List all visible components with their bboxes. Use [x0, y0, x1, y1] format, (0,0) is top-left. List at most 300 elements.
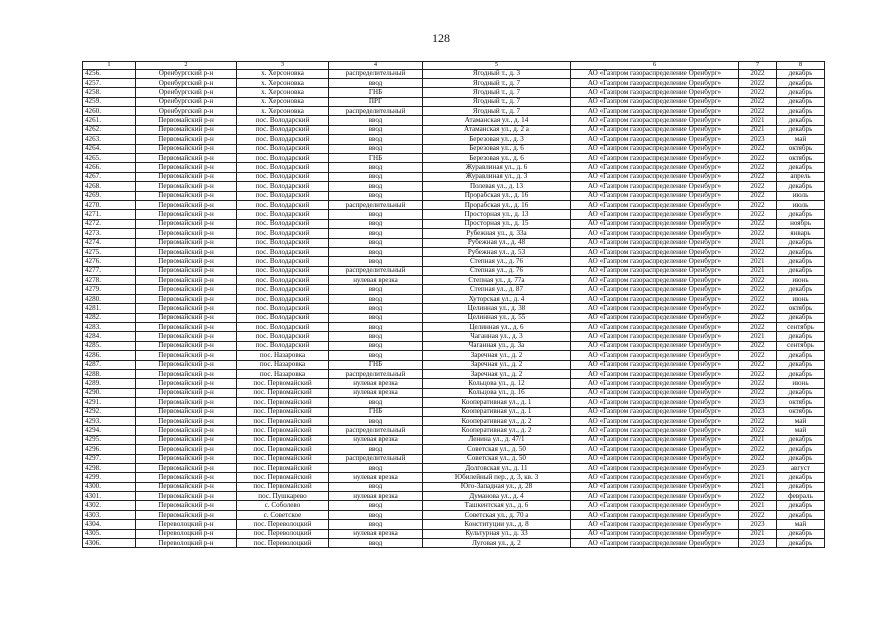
cell-settlement: пос. Володарский	[237, 247, 329, 256]
cell-work-type: ввод	[329, 135, 423, 144]
cell-address: Кооперативная ул., д. 1	[423, 398, 571, 407]
cell-district: Первомайский р-н	[136, 341, 237, 350]
cell-month: сентябрь	[777, 323, 825, 332]
cell-settlement: х. Херсоновка	[237, 78, 329, 87]
cell-year: 2021	[739, 257, 777, 266]
cell-work-type: ввод	[329, 463, 423, 472]
cell-settlement: пос. Первомайский	[237, 407, 329, 416]
header-cell-1: 1	[83, 62, 136, 70]
cell-address: Думанова ул., д. 4	[423, 492, 571, 501]
cell-district: Первомайский р-н	[136, 501, 237, 510]
cell-year: 2022	[739, 304, 777, 313]
header-cell-4: 4	[329, 62, 423, 70]
cell-row-number: 4268.	[83, 182, 136, 191]
cell-month: декабрь	[777, 238, 825, 247]
cell-address: Кооперативная ул., д. 2	[423, 416, 571, 425]
page-number: 128	[432, 31, 450, 45]
cell-organization: АО «Газпром газораспределение Оренбург»	[571, 276, 739, 285]
cell-row-number: 4267.	[83, 172, 136, 181]
cell-year: 2022	[739, 144, 777, 153]
cell-settlement: пос. Первомайский	[237, 388, 329, 397]
cell-settlement: пос. Назаровка	[237, 370, 329, 379]
cell-year: 2022	[739, 313, 777, 322]
table-row	[83, 182, 825, 191]
table-row	[83, 191, 825, 200]
cell-settlement: пос. Володарский	[237, 229, 329, 238]
cell-row-number: 4261.	[83, 116, 136, 125]
cell-organization: АО «Газпром газораспределение Оренбург»	[571, 191, 739, 200]
cell-address: Березовая ул., д. 6	[423, 154, 571, 163]
cell-year: 2021	[739, 529, 777, 538]
cell-settlement: пос. Володарский	[237, 257, 329, 266]
cell-year: 2022	[739, 163, 777, 172]
cell-work-type: ввод	[329, 257, 423, 266]
cell-work-type: ввод	[329, 332, 423, 341]
cell-address: Просторная ул., д. 15	[423, 219, 571, 228]
cell-address: Рубежная ул., д. 33а	[423, 229, 571, 238]
cell-month: июнь	[777, 379, 825, 388]
cell-address: Ягодный т., д. 7	[423, 78, 571, 87]
table-row	[83, 247, 825, 256]
cell-month: декабрь	[777, 501, 825, 510]
cell-row-number: 4280.	[83, 294, 136, 303]
header-cell-5: 5	[423, 62, 571, 70]
cell-district: Первомайский р-н	[136, 435, 237, 444]
cell-organization: АО «Газпром газораспределение Оренбург»	[571, 97, 739, 106]
cell-settlement: пос. Володарский	[237, 116, 329, 125]
cell-district: Первомайский р-н	[136, 210, 237, 219]
cell-work-type: ввод	[329, 219, 423, 228]
cell-district: Оренбургский р-н	[136, 97, 237, 106]
cell-address: Целинная ул., д. 55	[423, 313, 571, 322]
cell-row-number: 4296.	[83, 445, 136, 454]
cell-organization: АО «Газпром газораспределение Оренбург»	[571, 238, 739, 247]
cell-year: 2022	[739, 97, 777, 106]
cell-organization: АО «Газпром газораспределение Оренбург»	[571, 360, 739, 369]
cell-year: 2023	[739, 520, 777, 529]
cell-month: декабрь	[777, 351, 825, 360]
cell-district: Первомайский р-н	[136, 313, 237, 322]
cell-month: май	[777, 426, 825, 435]
cell-settlement: пос. Володарский	[237, 332, 329, 341]
cell-settlement: пос. Володарский	[237, 144, 329, 153]
cell-work-type: ГНБ	[329, 154, 423, 163]
cell-year: 2022	[739, 88, 777, 97]
table-row	[83, 285, 825, 294]
cell-organization: АО «Газпром газораспределение Оренбург»	[571, 435, 739, 444]
cell-address: Советская ул., д. 50	[423, 445, 571, 454]
header-cell-2: 2	[136, 62, 237, 70]
table-row	[83, 463, 825, 472]
table-row	[83, 482, 825, 491]
cell-row-number: 4286.	[83, 351, 136, 360]
cell-work-type: ввод	[329, 341, 423, 350]
table-row	[83, 210, 825, 219]
cell-settlement: пос. Назаровка	[237, 360, 329, 369]
cell-settlement: пос. Володарский	[237, 191, 329, 200]
table-row	[83, 276, 825, 285]
table-row	[83, 435, 825, 444]
cell-row-number: 4298.	[83, 463, 136, 472]
cell-month: декабрь	[777, 435, 825, 444]
cell-district: Первомайский р-н	[136, 247, 237, 256]
cell-row-number: 4291.	[83, 398, 136, 407]
cell-month: декабрь	[777, 360, 825, 369]
cell-address: Юго-Западная ул., д. 28	[423, 482, 571, 491]
cell-row-number: 4259.	[83, 97, 136, 106]
cell-organization: АО «Газпром газораспределение Оренбург»	[571, 172, 739, 181]
table-row	[83, 454, 825, 463]
table-row	[83, 529, 825, 538]
cell-address: Журавлиная ул., д. 6	[423, 163, 571, 172]
cell-address: Культурная ул., д. 33	[423, 529, 571, 538]
cell-district: Первомайский р-н	[136, 416, 237, 425]
cell-organization: АО «Газпром газораспределение Оренбург»	[571, 116, 739, 125]
cell-work-type: нулевая врезка	[329, 388, 423, 397]
cell-address: Березовая ул., д. 3	[423, 135, 571, 144]
cell-work-type: ввод	[329, 229, 423, 238]
cell-organization: АО «Газпром газораспределение Оренбург»	[571, 407, 739, 416]
cell-row-number: 4278.	[83, 276, 136, 285]
cell-work-type: ввод	[329, 520, 423, 529]
cell-organization: АО «Газпром газораспределение Оренбург»	[571, 266, 739, 275]
cell-year: 2023	[739, 539, 777, 548]
cell-address: Журавлиная ул., д. 3	[423, 172, 571, 181]
cell-address: Заречная ул., д. 2	[423, 370, 571, 379]
cell-row-number: 4256.	[83, 69, 136, 78]
cell-address: Прорабская ул., д. 16	[423, 191, 571, 200]
cell-work-type: ввод	[329, 510, 423, 519]
cell-row-number: 4279.	[83, 285, 136, 294]
cell-year: 2022	[739, 191, 777, 200]
cell-address: Кольцова ул., д. 16	[423, 388, 571, 397]
cell-district: Первомайский р-н	[136, 304, 237, 313]
cell-row-number: 4269.	[83, 191, 136, 200]
cell-month: декабрь	[777, 78, 825, 87]
cell-settlement: пос. Переволоцкий	[237, 529, 329, 538]
cell-row-number: 4300.	[83, 482, 136, 491]
cell-work-type: ввод	[329, 294, 423, 303]
cell-row-number: 4263.	[83, 135, 136, 144]
cell-organization: АО «Газпром газораспределение Оренбург»	[571, 210, 739, 219]
table-row	[83, 88, 825, 97]
cell-month: декабрь	[777, 247, 825, 256]
cell-month: октябрь	[777, 304, 825, 313]
cell-row-number: 4258.	[83, 88, 136, 97]
cell-settlement: пос. Володарский	[237, 304, 329, 313]
table-row	[83, 473, 825, 482]
cell-district: Переволоцкий р-н	[136, 539, 237, 548]
cell-district: Первомайский р-н	[136, 294, 237, 303]
table-row	[83, 135, 825, 144]
table-row	[83, 416, 825, 425]
cell-work-type: ГНБ	[329, 407, 423, 416]
cell-month: апрель	[777, 172, 825, 181]
cell-address: Целинная ул., д. 6	[423, 323, 571, 332]
cell-month: декабрь	[777, 445, 825, 454]
cell-row-number: 4265.	[83, 154, 136, 163]
cell-district: Первомайский р-н	[136, 144, 237, 153]
cell-work-type: нулевая врезка	[329, 276, 423, 285]
table-row	[83, 351, 825, 360]
cell-year: 2021	[739, 116, 777, 125]
cell-month: декабрь	[777, 529, 825, 538]
table-row	[83, 172, 825, 181]
cell-year: 2022	[739, 78, 777, 87]
cell-organization: АО «Газпром газораспределение Оренбург»	[571, 182, 739, 191]
cell-settlement: пос. Переволоцкий	[237, 520, 329, 529]
gasification-table	[82, 61, 825, 548]
cell-row-number: 4292.	[83, 407, 136, 416]
cell-work-type: ввод	[329, 163, 423, 172]
cell-month: июль	[777, 191, 825, 200]
cell-district: Первомайский р-н	[136, 182, 237, 191]
cell-address: Березовая ул., д. 6	[423, 144, 571, 153]
cell-month: октябрь	[777, 407, 825, 416]
cell-settlement: пос. Володарский	[237, 125, 329, 134]
cell-address: Степная ул., д. 76	[423, 257, 571, 266]
cell-year: 2022	[739, 229, 777, 238]
cell-month: май	[777, 416, 825, 425]
cell-address: Полевая ул., д. 13	[423, 182, 571, 191]
cell-month: декабрь	[777, 510, 825, 519]
cell-row-number: 4299.	[83, 473, 136, 482]
cell-year: 2022	[739, 219, 777, 228]
cell-work-type: ввод	[329, 238, 423, 247]
table-row	[83, 388, 825, 397]
cell-district: Первомайский р-н	[136, 116, 237, 125]
cell-address: Атаманская ул., д. 14	[423, 116, 571, 125]
cell-organization: АО «Газпром газораспределение Оренбург»	[571, 219, 739, 228]
cell-district: Первомайский р-н	[136, 370, 237, 379]
cell-year: 2022	[739, 172, 777, 181]
cell-settlement: пос. Володарский	[237, 154, 329, 163]
cell-year: 2021	[739, 435, 777, 444]
cell-month: октябрь	[777, 398, 825, 407]
table-row	[83, 304, 825, 313]
cell-settlement: пос. Володарский	[237, 172, 329, 181]
cell-year: 2022	[739, 294, 777, 303]
table-row	[83, 360, 825, 369]
cell-settlement: пос. Первомайский	[237, 454, 329, 463]
cell-organization: АО «Газпром газораспределение Оренбург»	[571, 323, 739, 332]
table-row	[83, 539, 825, 548]
cell-row-number: 4257.	[83, 78, 136, 87]
cell-organization: АО «Газпром газораспределение Оренбург»	[571, 313, 739, 322]
cell-month: ноябрь	[777, 219, 825, 228]
table-row	[83, 266, 825, 275]
cell-organization: АО «Газпром газораспределение Оренбург»	[571, 285, 739, 294]
cell-work-type: ввод	[329, 539, 423, 548]
cell-district: Первомайский р-н	[136, 388, 237, 397]
table-row	[83, 229, 825, 238]
cell-year: 2022	[739, 210, 777, 219]
cell-district: Первомайский р-н	[136, 426, 237, 435]
table-row	[83, 238, 825, 247]
table-row	[83, 323, 825, 332]
cell-year: 2022	[739, 285, 777, 294]
cell-address: Ленина ул., д. 47/1	[423, 435, 571, 444]
cell-year: 2022	[739, 154, 777, 163]
table-header-row	[83, 62, 825, 70]
cell-district: Оренбургский р-н	[136, 107, 237, 116]
cell-year: 2022	[739, 323, 777, 332]
cell-organization: АО «Газпром газораспределение Оренбург»	[571, 154, 739, 163]
cell-district: Первомайский р-н	[136, 492, 237, 501]
cell-year: 2022	[739, 351, 777, 360]
cell-month: май	[777, 520, 825, 529]
header-cell-8: 8	[777, 62, 825, 70]
cell-month: июль	[777, 200, 825, 209]
cell-settlement: пос. Володарский	[237, 276, 329, 285]
cell-row-number: 4301.	[83, 492, 136, 501]
cell-district: Первомайский р-н	[136, 276, 237, 285]
cell-month: декабрь	[777, 388, 825, 397]
table-row	[83, 426, 825, 435]
cell-settlement: пос. Первомайский	[237, 416, 329, 425]
cell-organization: АО «Газпром газораспределение Оренбург»	[571, 257, 739, 266]
cell-address: Ягодный т., д. 7	[423, 107, 571, 116]
cell-district: Первомайский р-н	[136, 332, 237, 341]
cell-month: декабрь	[777, 107, 825, 116]
table-row	[83, 125, 825, 134]
cell-settlement: х. Херсоновка	[237, 107, 329, 116]
cell-row-number: 4306.	[83, 539, 136, 548]
cell-organization: АО «Газпром газораспределение Оренбург»	[571, 454, 739, 463]
cell-settlement: пос. Первомайский	[237, 463, 329, 472]
cell-row-number: 4262.	[83, 125, 136, 134]
cell-district: Первомайский р-н	[136, 172, 237, 181]
cell-month: декабрь	[777, 125, 825, 134]
cell-work-type: ввод	[329, 398, 423, 407]
cell-work-type: ввод	[329, 78, 423, 87]
cell-month: декабрь	[777, 88, 825, 97]
cell-work-type: ввод	[329, 304, 423, 313]
cell-district: Первомайский р-н	[136, 473, 237, 482]
cell-settlement: пос. Володарский	[237, 135, 329, 144]
cell-district: Первомайский р-н	[136, 266, 237, 275]
cell-row-number: 4277.	[83, 266, 136, 275]
cell-settlement: пос. Первомайский	[237, 435, 329, 444]
cell-address: Степная ул., д. 76	[423, 266, 571, 275]
cell-work-type: ввод	[329, 210, 423, 219]
cell-settlement: пос. Первомайский	[237, 426, 329, 435]
cell-month: декабрь	[777, 370, 825, 379]
cell-work-type: ПРГ	[329, 97, 423, 106]
cell-work-type: ввод	[329, 285, 423, 294]
cell-month: декабрь	[777, 454, 825, 463]
cell-settlement: с. Советское	[237, 510, 329, 519]
table-row	[83, 445, 825, 454]
cell-work-type: распределительный	[329, 200, 423, 209]
cell-work-type: ввод	[329, 172, 423, 181]
cell-year: 2021	[739, 266, 777, 275]
cell-work-type: распределительный	[329, 370, 423, 379]
cell-district: Первомайский р-н	[136, 154, 237, 163]
cell-row-number: 4281.	[83, 304, 136, 313]
header-cell-3: 3	[237, 62, 329, 70]
cell-settlement: с. Соболево	[237, 501, 329, 510]
cell-year: 2022	[739, 426, 777, 435]
table-row	[83, 107, 825, 116]
cell-month: декабрь	[777, 97, 825, 106]
cell-row-number: 4273.	[83, 229, 136, 238]
cell-organization: АО «Газпром газораспределение Оренбург»	[571, 370, 739, 379]
cell-address: Конституции ул., д. 8	[423, 520, 571, 529]
cell-address: Ягодный т., д. 7	[423, 97, 571, 106]
cell-organization: АО «Газпром газораспределение Оренбург»	[571, 294, 739, 303]
cell-organization: АО «Газпром газораспределение Оренбург»	[571, 144, 739, 153]
cell-year: 2022	[739, 379, 777, 388]
cell-month: декабрь	[777, 210, 825, 219]
cell-organization: АО «Газпром газораспределение Оренбург»	[571, 247, 739, 256]
cell-district: Первомайский р-н	[136, 463, 237, 472]
cell-month: декабрь	[777, 539, 825, 548]
cell-district: Первомайский р-н	[136, 510, 237, 519]
cell-month: декабрь	[777, 313, 825, 322]
table-row	[83, 501, 825, 510]
cell-district: Оренбургский р-н	[136, 69, 237, 78]
cell-work-type: нулевая врезка	[329, 435, 423, 444]
cell-work-type: распределительный	[329, 266, 423, 275]
cell-row-number: 4271.	[83, 210, 136, 219]
cell-row-number: 4260.	[83, 107, 136, 116]
cell-settlement: пос. Первомайский	[237, 445, 329, 454]
table-row	[83, 492, 825, 501]
cell-district: Первомайский р-н	[136, 398, 237, 407]
cell-district: Первомайский р-н	[136, 454, 237, 463]
cell-settlement: пос. Володарский	[237, 163, 329, 172]
cell-work-type: нулевая врезка	[329, 473, 423, 482]
cell-organization: АО «Газпром газораспределение Оренбург»	[571, 78, 739, 87]
cell-address: Чаганная ул., д. 3а	[423, 341, 571, 350]
cell-organization: АО «Газпром газораспределение Оренбург»	[571, 341, 739, 350]
cell-month: декабрь	[777, 482, 825, 491]
cell-address: Ягодный т., д. 3	[423, 69, 571, 78]
cell-district: Первомайский р-н	[136, 360, 237, 369]
cell-year: 2022	[739, 454, 777, 463]
cell-organization: АО «Газпром газораспределение Оренбург»	[571, 107, 739, 116]
cell-district: Первомайский р-н	[136, 445, 237, 454]
cell-row-number: 4293.	[83, 416, 136, 425]
cell-work-type: ввод	[329, 416, 423, 425]
cell-year: 2022	[739, 247, 777, 256]
table-row	[83, 520, 825, 529]
cell-row-number: 4274.	[83, 238, 136, 247]
table-row	[83, 407, 825, 416]
cell-work-type: ввод	[329, 482, 423, 491]
cell-district: Первомайский р-н	[136, 238, 237, 247]
cell-organization: АО «Газпром газораспределение Оренбург»	[571, 388, 739, 397]
table-row	[83, 332, 825, 341]
cell-row-number: 4283.	[83, 323, 136, 332]
cell-address: Юбилейный пер., д. 3, кв. 3	[423, 473, 571, 482]
cell-address: Советская ул., д. 50	[423, 454, 571, 463]
cell-address: Прорабская ул., д. 16	[423, 200, 571, 209]
cell-month: декабрь	[777, 116, 825, 125]
cell-district: Первомайский р-н	[136, 407, 237, 416]
table-row	[83, 78, 825, 87]
cell-year: 2021	[739, 125, 777, 134]
cell-district: Первомайский р-н	[136, 125, 237, 134]
cell-organization: АО «Газпром газораспределение Оренбург»	[571, 416, 739, 425]
table-row	[83, 144, 825, 153]
table-row	[83, 219, 825, 228]
cell-row-number: 4275.	[83, 247, 136, 256]
cell-address: Советская ул., д. 70 а	[423, 510, 571, 519]
cell-work-type: ввод	[329, 182, 423, 191]
cell-row-number: 4270.	[83, 200, 136, 209]
